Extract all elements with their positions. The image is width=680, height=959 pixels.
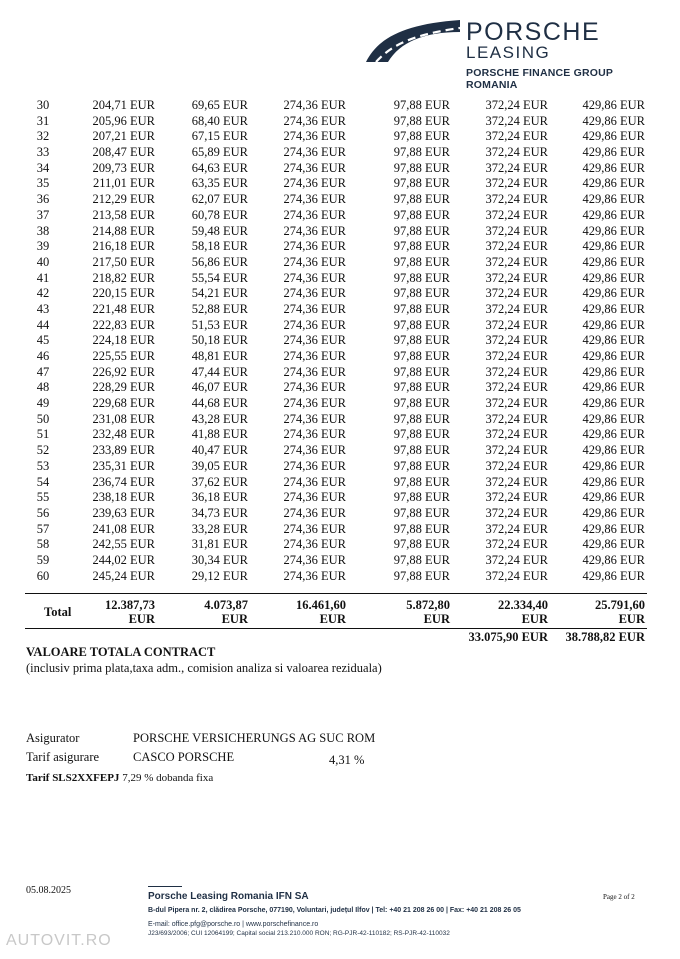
cell-value: 204,71 EUR (92, 98, 155, 112)
cell-value: 97,88 EUR (393, 474, 450, 489)
cell-value: 372,24 EUR (485, 239, 548, 254)
table-row (0, 396, 680, 412)
table-row (0, 365, 680, 381)
cell-value: 274,36 EUR (283, 474, 346, 489)
cell-value: 97,88 EUR (393, 160, 450, 175)
cell-value: 372,24 EUR (485, 176, 548, 191)
cell-value: 225,55 EUR (92, 349, 155, 363)
cell-value: 212,29 EUR (92, 192, 155, 207)
table-row (0, 506, 680, 522)
cell-value: 274,36 EUR (283, 568, 346, 583)
cell-value: 244,02 EUR (92, 552, 155, 567)
cell-value: 372,24 EUR (485, 505, 548, 520)
installment-number: 58 (36, 537, 50, 552)
cell-value: 274,36 EUR (283, 254, 346, 269)
payment-schedule-table (0, 98, 680, 584)
total-value: 12.387,73 (105, 598, 155, 612)
cell-value: 372,24 EUR (485, 113, 548, 128)
cell-value: 97,88 EUR (393, 254, 450, 269)
cell-value: 229,68 EUR (92, 396, 155, 411)
cell-value: 242,55 EUR (92, 537, 155, 552)
cell-value: 62,07 EUR (191, 192, 248, 207)
cell-value: 97,88 EUR (393, 129, 450, 144)
cell-value: 372,24 EUR (485, 396, 548, 411)
table-row (0, 490, 680, 506)
cell-value: 97,88 EUR (393, 192, 450, 207)
cell-value: 372,24 EUR (485, 568, 548, 583)
cell-value: 68,40 EUR (191, 113, 248, 128)
cell-value: 429,86 EUR (582, 505, 645, 520)
footer (148, 886, 521, 937)
cell-value: 41,88 EUR (191, 427, 248, 442)
installment-number: 38 (36, 223, 50, 238)
cell-value: 429,86 EUR (582, 474, 645, 489)
cell-value: 274,36 EUR (283, 270, 346, 285)
installment-number: 42 (36, 286, 50, 301)
installment-number: 56 (36, 505, 50, 520)
cell-value: 97,88 EUR (393, 505, 450, 520)
tariff-label: Tarif asigurare (26, 750, 100, 764)
cell-value: 274,36 EUR (283, 113, 346, 128)
table-row (0, 271, 680, 287)
cell-value: 97,88 EUR (393, 537, 450, 552)
cell-value: 429,86 EUR (582, 568, 645, 583)
table-row (0, 380, 680, 396)
cell-value: 429,86 EUR (582, 317, 645, 332)
tarif-prefix: Tarif (26, 772, 50, 784)
cell-value: 97,88 EUR (393, 98, 450, 112)
cell-value: 56,86 EUR (191, 254, 248, 269)
divider (25, 628, 647, 629)
table-row (0, 459, 680, 475)
installment-number: 47 (36, 364, 50, 379)
cell-value: 208,47 EUR (92, 145, 155, 160)
installment-number: 54 (36, 474, 50, 489)
cell-value: 40,47 EUR (191, 443, 248, 458)
cell-value: 429,86 EUR (582, 207, 645, 222)
cell-value: 97,88 EUR (393, 286, 450, 301)
total-value: 5.872,80 (406, 598, 450, 612)
table-row (0, 255, 680, 271)
cell-value: 429,86 EUR (582, 380, 645, 395)
table-row (0, 537, 680, 553)
cell-value: 97,88 EUR (393, 396, 450, 411)
cell-value: 221,48 EUR (92, 301, 155, 316)
cell-value: 429,86 EUR (582, 239, 645, 254)
installment-number: 48 (36, 380, 50, 395)
road-swoosh-icon (364, 18, 462, 64)
footer-rule (148, 886, 182, 887)
cell-value: 372,24 EUR (485, 458, 548, 473)
watermark: AUTOVIT.RO (6, 932, 112, 949)
table-row (0, 129, 680, 145)
cell-value: 429,86 EUR (582, 176, 645, 191)
cell-value: 97,88 EUR (393, 427, 450, 442)
installment-number: 40 (36, 254, 50, 269)
cell-value: 239,63 EUR (92, 505, 155, 520)
cell-value: 97,88 EUR (393, 317, 450, 332)
installment-number: 36 (36, 192, 50, 207)
tarif-code: SLS2XXFEPJ (52, 772, 120, 784)
cell-value: 274,36 EUR (283, 333, 346, 348)
installment-number: 52 (36, 443, 50, 458)
table-row (0, 145, 680, 161)
cell-value: 429,86 EUR (582, 223, 645, 238)
table-row (0, 569, 680, 585)
cell-value: 372,24 EUR (485, 490, 548, 505)
table-row (0, 224, 680, 240)
cell-value: 97,88 EUR (393, 443, 450, 458)
table-row (0, 412, 680, 428)
cell-value: 51,53 EUR (191, 317, 248, 332)
cell-value: 429,86 EUR (582, 129, 645, 144)
cell-value: 36,18 EUR (191, 490, 248, 505)
footer-registry: J23/693/2006; CUI 12064199; Capital social 213.210.000 RON; RG-PJR-42-110182; RS-PJR-42-110032 (148, 930, 450, 937)
cell-value: 69,65 EUR (191, 98, 248, 112)
total-value: 4.073,87 (204, 598, 248, 612)
cell-value: 274,36 EUR (283, 552, 346, 567)
cell-value: 429,86 EUR (582, 333, 645, 348)
cell-value: 372,24 EUR (485, 333, 548, 348)
footer-address: B-dul Pipera nr. 2, clădirea Porsche, 077190, Voluntari, județul Ilfov | Tel: +40 21 208 26 00 | Fax: +40 21 208 26 05 (148, 907, 521, 914)
cell-value: 97,88 EUR (393, 552, 450, 567)
cell-value: 429,86 EUR (582, 364, 645, 379)
grand-total-final: 38.788,82 EUR (565, 630, 645, 644)
total-cell (406, 598, 450, 626)
cell-value: 274,36 EUR (283, 317, 346, 332)
cell-value: 59,48 EUR (191, 223, 248, 238)
cell-value: 216,18 EUR (92, 239, 155, 254)
cell-value: 372,24 EUR (485, 223, 548, 238)
total-cell (498, 598, 548, 626)
insurer-value: PORSCHE VERSICHERUNGS AG SUC ROM (133, 731, 376, 745)
installment-number: 46 (36, 349, 50, 363)
installment-number: 55 (36, 490, 50, 505)
cell-value: 58,18 EUR (191, 239, 248, 254)
cell-value: 50,18 EUR (191, 333, 248, 348)
cell-value: 429,86 EUR (582, 458, 645, 473)
brand-group: PORSCHE FINANCE GROUP ROMANIA (466, 67, 613, 91)
cell-value: 429,86 EUR (582, 301, 645, 316)
cell-value: 429,86 EUR (582, 192, 645, 207)
table-row (0, 161, 680, 177)
cell-value: 372,24 EUR (485, 474, 548, 489)
footer-company: Porsche Leasing Romania IFN SA (148, 891, 309, 902)
cell-value: 213,58 EUR (92, 207, 155, 222)
cell-value: 274,36 EUR (283, 537, 346, 552)
cell-value: 429,86 EUR (582, 286, 645, 301)
cell-value: 372,24 EUR (485, 349, 548, 363)
installment-number: 53 (36, 458, 50, 473)
installment-number: 44 (36, 317, 50, 332)
cell-value: 97,88 EUR (393, 349, 450, 363)
cell-value: 429,86 EUR (582, 521, 645, 536)
cell-value: 372,24 EUR (485, 521, 548, 536)
cell-value: 97,88 EUR (393, 490, 450, 505)
cell-value: 235,31 EUR (92, 458, 155, 473)
cell-value: 429,86 EUR (582, 98, 645, 112)
tariff-value: CASCO PORSCHE (133, 750, 235, 764)
cell-value: 429,86 EUR (582, 113, 645, 128)
installment-number: 39 (36, 239, 50, 254)
cell-value: 429,86 EUR (582, 427, 645, 442)
cell-value: 372,24 EUR (485, 270, 548, 285)
cell-value: 97,88 EUR (393, 207, 450, 222)
cell-value: 46,07 EUR (191, 380, 248, 395)
table-row (0, 443, 680, 459)
cell-value: 429,86 EUR (582, 160, 645, 175)
cell-value: 372,24 EUR (485, 380, 548, 395)
cell-value: 372,24 EUR (485, 207, 548, 222)
cell-value: 232,48 EUR (92, 427, 155, 442)
cell-value: 429,86 EUR (582, 396, 645, 411)
installment-number: 51 (36, 427, 50, 442)
cell-value: 228,29 EUR (92, 380, 155, 395)
cell-value: 245,24 EUR (92, 568, 155, 583)
cell-value: 274,36 EUR (283, 490, 346, 505)
cell-value: 67,15 EUR (191, 129, 248, 144)
cell-value: 372,24 EUR (485, 364, 548, 379)
cell-value: 224,18 EUR (92, 333, 155, 348)
cell-value: 274,36 EUR (283, 301, 346, 316)
brand-subtitle: LEASING (466, 43, 551, 62)
cell-value: 274,36 EUR (283, 286, 346, 301)
cell-value: 274,36 EUR (283, 505, 346, 520)
table-row (0, 176, 680, 192)
cell-value: 47,44 EUR (191, 364, 248, 379)
cell-value: 211,01 EUR (92, 176, 155, 191)
table-row (0, 349, 680, 365)
total-currency: EUR (319, 612, 346, 626)
cell-value: 274,36 EUR (283, 98, 346, 112)
cell-value: 207,21 EUR (92, 129, 155, 144)
cell-value: 274,36 EUR (283, 239, 346, 254)
cell-value: 220,15 EUR (92, 286, 155, 301)
cell-value: 222,83 EUR (92, 317, 155, 332)
table-row (0, 427, 680, 443)
cell-value: 274,36 EUR (283, 129, 346, 144)
cell-value: 241,08 EUR (92, 521, 155, 536)
cell-value: 233,89 EUR (92, 443, 155, 458)
table-row (0, 208, 680, 224)
cell-value: 218,82 EUR (92, 270, 155, 285)
cell-value: 372,24 EUR (485, 411, 548, 426)
cell-value: 209,73 EUR (92, 160, 155, 175)
installment-number: 57 (36, 521, 50, 536)
cell-value: 274,36 EUR (283, 458, 346, 473)
cell-value: 372,24 EUR (485, 145, 548, 160)
table-row (0, 302, 680, 318)
cell-value: 231,08 EUR (92, 411, 155, 426)
cell-value: 29,12 EUR (191, 568, 248, 583)
cell-value: 44,68 EUR (191, 396, 248, 411)
cell-value: 372,24 EUR (485, 254, 548, 269)
cell-value: 372,24 EUR (485, 537, 548, 552)
divider (25, 593, 647, 594)
cell-value: 31,81 EUR (191, 537, 248, 552)
cell-value: 274,36 EUR (283, 176, 346, 191)
total-label: Total (44, 605, 72, 619)
cell-value: 214,88 EUR (92, 223, 155, 238)
cell-value: 63,35 EUR (191, 176, 248, 191)
cell-value: 274,36 EUR (283, 207, 346, 222)
cell-value: 274,36 EUR (283, 427, 346, 442)
tariff-percent: 4,31 % (329, 753, 365, 767)
cell-value: 65,89 EUR (191, 145, 248, 160)
table-row (0, 286, 680, 302)
total-value: 22.334,40 (498, 598, 548, 612)
installment-number: 59 (36, 552, 50, 567)
cell-value: 372,24 EUR (485, 552, 548, 567)
installment-number: 32 (36, 129, 50, 144)
page-number: Page 2 of 2 (603, 893, 635, 901)
cell-value: 97,88 EUR (393, 458, 450, 473)
total-currency: EUR (618, 612, 645, 626)
tarif-rate: 7,29 % dobanda fixa (122, 772, 214, 784)
total-value: 25.791,60 (595, 598, 645, 612)
cell-value: 274,36 EUR (283, 223, 346, 238)
total-currency: EUR (521, 612, 548, 626)
total-currency: EUR (128, 612, 155, 626)
installment-number: 34 (36, 160, 50, 175)
insurer-label: Asigurator (26, 731, 80, 745)
cell-value: 274,36 EUR (283, 192, 346, 207)
cell-value: 97,88 EUR (393, 411, 450, 426)
installment-number: 50 (36, 411, 50, 426)
installment-number: 43 (36, 301, 50, 316)
table-row (0, 98, 680, 114)
cell-value: 274,36 EUR (283, 443, 346, 458)
total-currency: EUR (423, 612, 450, 626)
cell-value: 372,24 EUR (485, 317, 548, 332)
cell-value: 39,05 EUR (191, 458, 248, 473)
cell-value: 97,88 EUR (393, 270, 450, 285)
installment-number: 33 (36, 145, 50, 160)
cell-value: 97,88 EUR (393, 364, 450, 379)
cell-value: 97,88 EUR (393, 223, 450, 238)
table-row (0, 114, 680, 130)
cell-value: 372,24 EUR (485, 427, 548, 442)
cell-value: 372,24 EUR (485, 129, 548, 144)
cell-value: 274,36 EUR (283, 160, 346, 175)
cell-value: 274,36 EUR (283, 380, 346, 395)
contract-total-note: (inclusiv prima plata,taxa adm., comision analiza si valoarea reziduala) (26, 661, 382, 675)
cell-value: 372,24 EUR (485, 301, 548, 316)
table-row (0, 192, 680, 208)
cell-value: 429,86 EUR (582, 349, 645, 363)
contract-total-title: VALOARE TOTALA CONTRACT (26, 645, 216, 659)
cell-value: 274,36 EUR (283, 411, 346, 426)
table-row (0, 333, 680, 349)
table-row (0, 522, 680, 538)
cell-value: 274,36 EUR (283, 364, 346, 379)
installment-number: 60 (36, 568, 50, 583)
cell-value: 97,88 EUR (393, 301, 450, 316)
table-row (0, 239, 680, 255)
cell-value: 372,24 EUR (485, 98, 548, 112)
cell-value: 97,88 EUR (393, 521, 450, 536)
cell-value: 372,24 EUR (485, 443, 548, 458)
total-currency: EUR (221, 612, 248, 626)
cell-value: 97,88 EUR (393, 380, 450, 395)
cell-value: 274,36 EUR (283, 349, 346, 363)
cell-value: 429,86 EUR (582, 537, 645, 552)
installment-number: 45 (36, 333, 50, 348)
table-row (0, 318, 680, 334)
footer-contact: E-mail: office.pfg@porsche.ro | www.porschefinance.ro (148, 921, 319, 928)
cell-value: 64,63 EUR (191, 160, 248, 175)
cell-value: 205,96 EUR (92, 113, 155, 128)
cell-value: 429,86 EUR (582, 145, 645, 160)
cell-value: 48,81 EUR (191, 349, 248, 363)
cell-value: 372,24 EUR (485, 192, 548, 207)
cell-value: 97,88 EUR (393, 568, 450, 583)
cell-value: 274,36 EUR (283, 145, 346, 160)
cell-value: 60,78 EUR (191, 207, 248, 222)
total-cell (595, 598, 645, 626)
installment-number: 37 (36, 207, 50, 222)
cell-value: 429,86 EUR (582, 552, 645, 567)
cell-value: 274,36 EUR (283, 521, 346, 536)
table-row (0, 475, 680, 491)
cell-value: 429,86 EUR (582, 270, 645, 285)
total-cell (204, 598, 248, 626)
cell-value: 54,21 EUR (191, 286, 248, 301)
table-row (0, 553, 680, 569)
cell-value: 37,62 EUR (191, 474, 248, 489)
cell-value: 429,86 EUR (582, 411, 645, 426)
installment-number: 35 (36, 176, 50, 191)
cell-value: 52,88 EUR (191, 301, 248, 316)
cell-value: 429,86 EUR (582, 490, 645, 505)
cell-value: 43,28 EUR (191, 411, 248, 426)
cell-value: 236,74 EUR (92, 474, 155, 489)
cell-value: 429,86 EUR (582, 254, 645, 269)
brand-name: PORSCHE (466, 18, 601, 46)
total-cell (296, 598, 346, 626)
cell-value: 372,24 EUR (485, 286, 548, 301)
cell-value: 274,36 EUR (283, 396, 346, 411)
installment-number: 30 (36, 98, 50, 112)
cell-value: 226,92 EUR (92, 364, 155, 379)
cell-value: 33,28 EUR (191, 521, 248, 536)
grand-total-with-vat: 33.075,90 EUR (468, 630, 548, 644)
cell-value: 97,88 EUR (393, 145, 450, 160)
cell-value: 97,88 EUR (393, 113, 450, 128)
cell-value: 97,88 EUR (393, 176, 450, 191)
cell-value: 34,73 EUR (191, 505, 248, 520)
cell-value: 55,54 EUR (191, 270, 248, 285)
installment-number: 41 (36, 270, 50, 285)
total-cell (105, 598, 155, 626)
cell-value: 238,18 EUR (92, 490, 155, 505)
cell-value: 97,88 EUR (393, 239, 450, 254)
document-date: 05.08.2025 (26, 885, 71, 896)
cell-value: 97,88 EUR (393, 333, 450, 348)
installment-number: 31 (36, 113, 50, 128)
cell-value: 217,50 EUR (92, 254, 155, 269)
installment-number: 49 (36, 396, 50, 411)
interest-tariff (26, 772, 213, 784)
cell-value: 429,86 EUR (582, 443, 645, 458)
total-value: 16.461,60 (296, 598, 346, 612)
porsche-leasing-logo (364, 16, 664, 91)
cell-value: 372,24 EUR (485, 160, 548, 175)
cell-value: 30,34 EUR (191, 552, 248, 567)
